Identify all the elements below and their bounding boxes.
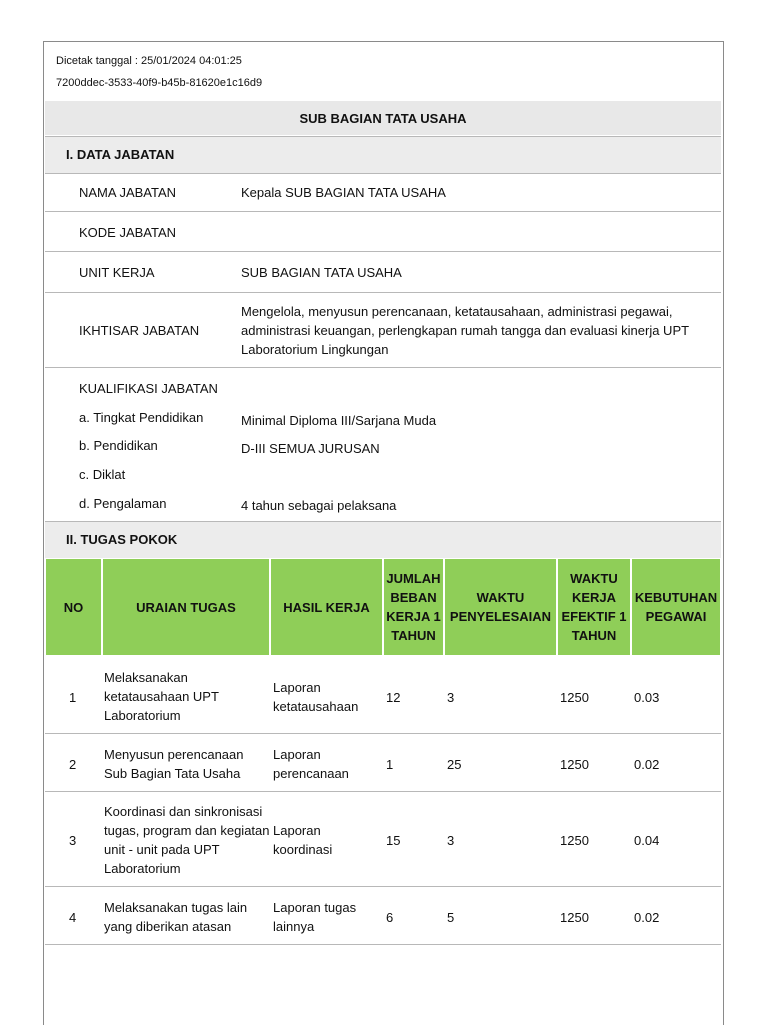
row4-efektif: 1250 — [560, 910, 589, 925]
tingkat-pendidikan-label: a. Tingkat Pendidikan — [79, 410, 204, 425]
row2-no: 2 — [69, 757, 77, 772]
row4-waktu: 5 — [447, 910, 455, 925]
section1-title: I. DATA JABATAN — [66, 147, 175, 162]
divider — [45, 251, 721, 252]
section2-title: II. TUGAS POKOK — [66, 532, 178, 547]
row3-no: 3 — [69, 833, 77, 848]
page-title: SUB BAGIAN TATA USAHA — [299, 111, 467, 126]
row2-kebutuhan: 0.02 — [634, 757, 660, 772]
pendidikan-value: D-III SEMUA JURUSAN — [241, 441, 380, 456]
row4-uraian: Melaksanakan tugas lain yang diberikan atasan — [104, 900, 248, 934]
row4-hasil: Laporan tugas lainnya — [273, 900, 357, 934]
row1-beban: 12 — [386, 690, 401, 705]
row4-beban: 6 — [386, 910, 394, 925]
row3-uraian: Koordinasi dan sinkronisasi tugas, program dan kegiatan unit - unit pada UPT Laboratorium — [104, 804, 270, 876]
row3-beban: 15 — [386, 833, 401, 848]
nama-jabatan-label: NAMA JABATAN — [79, 185, 177, 200]
col-header-beban: JUMLAH BEBAN KERJA 1 TAHUN — [383, 558, 444, 656]
divider — [45, 886, 721, 887]
document-id: 7200ddec-3533-40f9-b45b-81620e1c16d9 — [56, 77, 263, 89]
row3-waktu: 3 — [447, 833, 455, 848]
row1-waktu: 3 — [447, 690, 455, 705]
divider — [45, 733, 721, 734]
pengalaman-value: 4 tahun sebagai pelaksana — [241, 498, 397, 513]
col-header-waktu: WAKTU PENYELESAIAN — [444, 558, 557, 656]
row1-kebutuhan: 0.03 — [634, 690, 660, 705]
row3-efektif: 1250 — [560, 833, 589, 848]
tingkat-pendidikan-value: Minimal Diploma III/Sarjana Muda — [241, 413, 437, 428]
row2-uraian: Menyusun perencanaan Sub Bagian Tata Usaha — [104, 747, 244, 781]
row4-kebutuhan: 0.02 — [634, 910, 660, 925]
row2-waktu: 25 — [447, 757, 462, 772]
print-date: Dicetak tanggal : 25/01/2024 04:01:25 — [56, 55, 242, 67]
divider — [45, 211, 721, 212]
ikhtisar-jabatan-label: IKHTISAR JABATAN — [79, 323, 200, 338]
row3-kebutuhan: 0.04 — [634, 833, 660, 848]
row2-beban: 1 — [386, 757, 394, 772]
nama-jabatan-value: Kepala SUB BAGIAN TATA USAHA — [241, 185, 446, 200]
kode-jabatan-label: KODE JABATAN — [79, 225, 177, 240]
pengalaman-label: d. Pengalaman — [79, 496, 167, 511]
row4-no: 4 — [69, 910, 77, 925]
row1-hasil: Laporan ketatausahaan — [273, 680, 359, 714]
row2-hasil: Laporan perencanaan — [273, 747, 349, 781]
divider — [45, 292, 721, 293]
diklat-label: c. Diklat — [79, 467, 126, 482]
unit-kerja-value: SUB BAGIAN TATA USAHA — [241, 265, 402, 280]
unit-kerja-label: UNIT KERJA — [79, 265, 155, 280]
divider — [45, 367, 721, 368]
row1-efektif: 1250 — [560, 690, 589, 705]
col-header-hasil: HASIL KERJA — [270, 558, 383, 656]
row1-no: 1 — [69, 690, 77, 705]
divider — [45, 944, 721, 945]
pendidikan-label: b. Pendidikan — [79, 438, 158, 453]
col-header-no: NO — [45, 558, 102, 656]
row3-hasil: Laporan koordinasi — [273, 823, 333, 857]
divider — [45, 791, 721, 792]
col-header-efektif: WAKTU KERJA EFEKTIF 1 TAHUN — [557, 558, 631, 656]
kualifikasi-title: KUALIFIKASI JABATAN — [79, 381, 218, 396]
col-header-kebutuhan: KEBUTUHAN PEGAWAI — [631, 558, 721, 656]
row1-uraian: Melaksanakan ketatausahaan UPT Laboratorium — [104, 670, 219, 723]
ikhtisar-jabatan-value: Mengelola, menyusun perencanaan, ketatausahaan, administrasi pegawai, administrasi keuangan, perlengkapan rumah tangga dan evaluasi kinerja UPT Laboratorium Lingkungan — [241, 304, 689, 357]
col-header-uraian: URAIAN TUGAS — [102, 558, 270, 656]
row2-efektif: 1250 — [560, 757, 589, 772]
